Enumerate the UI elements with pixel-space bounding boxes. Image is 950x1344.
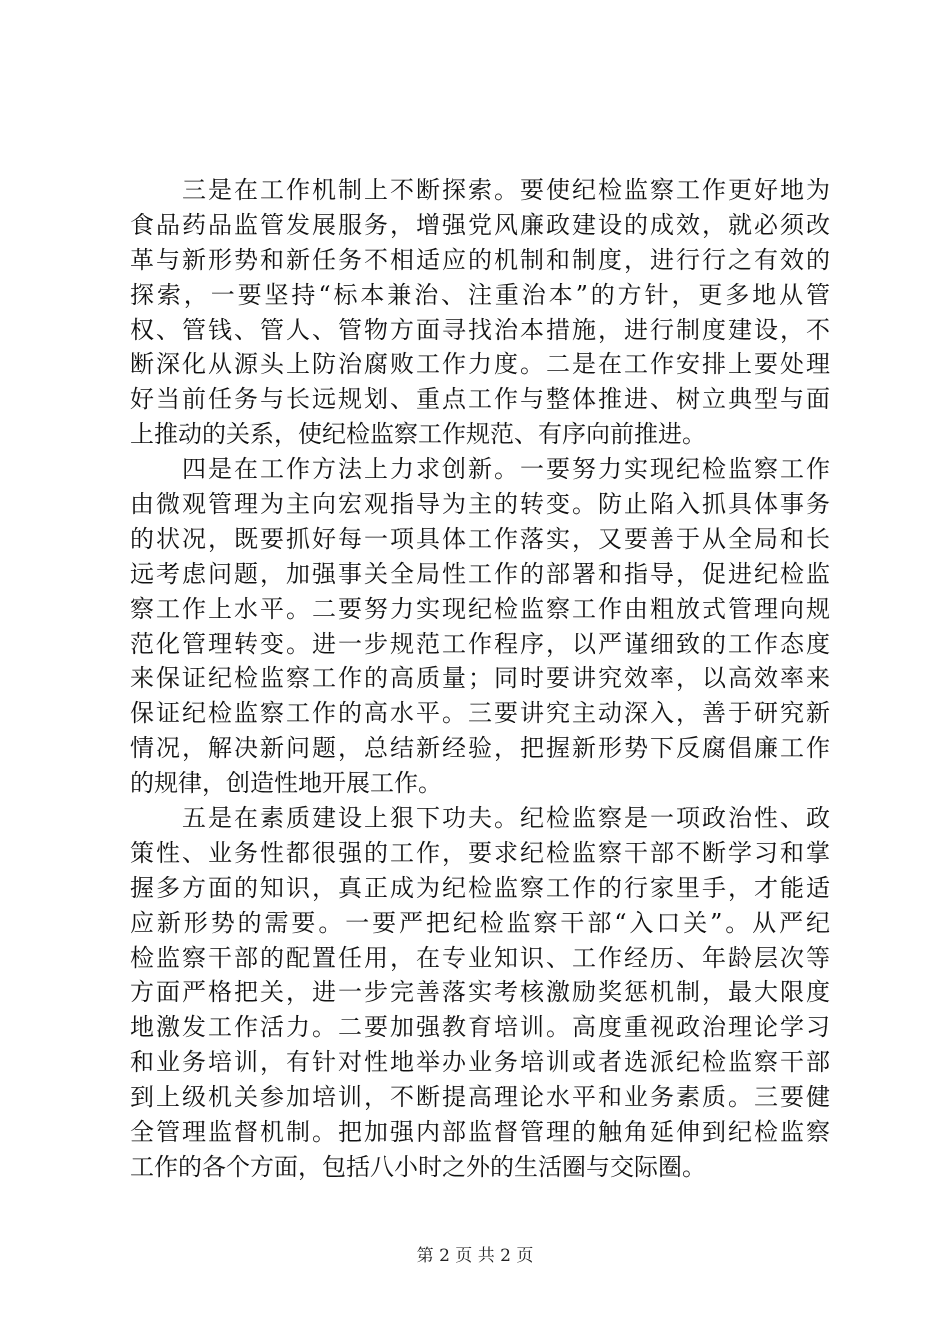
text-line: 食品药品监管发展服务，增强党风廉政建设的成效，就必须改	[130, 210, 830, 239]
paragraph-mechanism	[130, 173, 830, 452]
paragraph-methods	[130, 452, 830, 801]
text-line: 应新形势的需要。一要严把纪检监察干部“入口关”。从严纪	[130, 908, 830, 937]
text-line: 范化管理转变。进一步规范工作程序，以严谨细致的工作态度	[130, 629, 830, 658]
text-line: 革与新形势和新任务不相适应的机制和制度，进行行之有效的	[130, 245, 830, 274]
text-line: 工作的各个方面，包括八小时之外的生活圈与交际圈。	[130, 1152, 706, 1181]
text-line: 全管理监督机制。把加强内部监督管理的触角延伸到纪检监察	[130, 1118, 830, 1147]
text-line: 三是在工作机制上不断探索。要使纪检监察工作更好地为	[130, 176, 830, 204]
text-line: 上推动的关系，使纪检监察工作规范、有序向前推进。	[130, 420, 706, 449]
text-line: 方面严格把关，进一步完善落实考核激励奖惩机制，最大限度	[130, 978, 830, 1007]
text-line: 握多方面的知识，真正成为纪检监察工作的行家里手，才能适	[130, 873, 830, 902]
text-line: 远考虑问题，加强事关全局性工作的部署和指导，促进纪检监	[130, 559, 830, 588]
paragraph-quality	[130, 801, 830, 1185]
text-line: 察工作上水平。二要努力实现纪检监察工作由粗放式管理向规	[130, 594, 830, 623]
text-line: 由微观管理为主向宏观指导为主的转变。防止陷入抓具体事务	[130, 490, 830, 519]
text-line: 四是在工作方法上力求创新。一要努力实现纪检监察工作	[130, 455, 830, 484]
text-line: 来保证纪检监察工作的高质量；同时要讲究效率，以高效率来	[130, 664, 830, 693]
text-line: 的规律，创造性地开展工作。	[130, 769, 442, 798]
text-line: 地激发工作活力。二要加强教育培训。高度重视政治理论学习	[130, 1013, 830, 1042]
text-line: 探索，一要坚持“标本兼治、注重治本”的方针，更多地从管	[130, 280, 830, 309]
text-line: 情况，解决新问题，总结新经验，把握新形势下反腐倡廉工作	[130, 734, 830, 763]
text-line: 检监察干部的配置任用，在专业知识、工作经历、年龄层次等	[130, 943, 830, 972]
text-line: 到上级机关参加培训，不断提高理论水平和业务素质。三要健	[130, 1083, 830, 1112]
text-line: 好当前任务与长远规划、重点工作与整体推进、树立典型与面	[130, 385, 830, 414]
document-body	[130, 173, 830, 1185]
text-line: 断深化从源头上防治腐败工作力度。二是在工作安排上要处理	[130, 350, 830, 379]
text-line: 和业务培训，有针对性地举办业务培训或者选派纪检监察干部	[130, 1048, 830, 1077]
text-line: 保证纪检监察工作的高水平。三要讲究主动深入，善于研究新	[130, 699, 830, 728]
text-line: 的状况，既要抓好每一项具体工作落实，又要善于从全局和长	[130, 524, 830, 553]
text-line: 策性、业务性都很强的工作，要求纪检监察干部不断学习和掌	[130, 838, 830, 867]
text-line: 权、管钱、管人、管物方面寻找治本措施，进行制度建设，不	[130, 315, 830, 344]
text-line: 五是在素质建设上狠下功夫。纪检监察是一项政治性、政	[130, 804, 830, 833]
page-number-footer: 第 2 页 共 2 页	[416, 1246, 534, 1266]
